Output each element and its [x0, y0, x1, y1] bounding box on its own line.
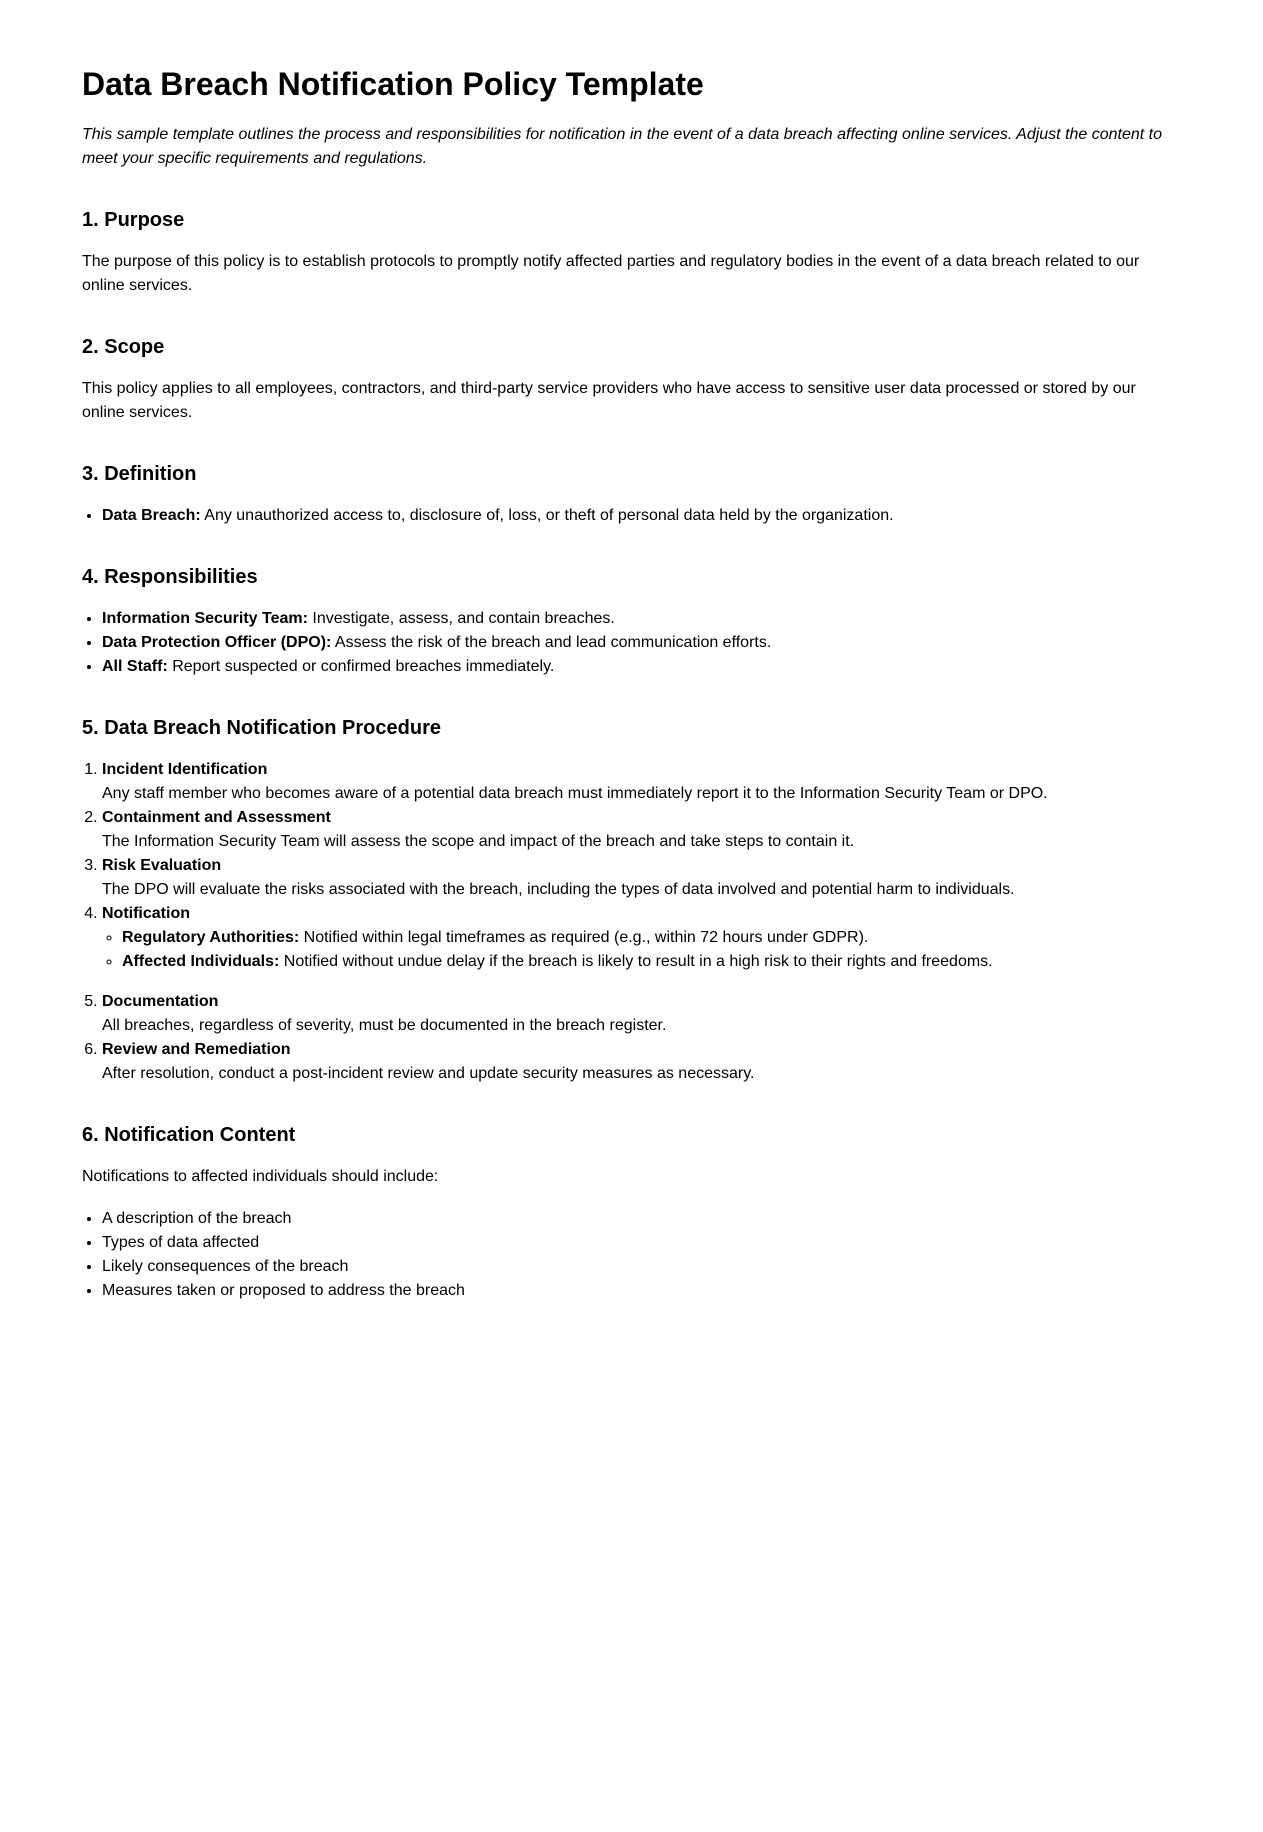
step-title: Review and Remediation — [102, 1041, 291, 1058]
list-item — [102, 504, 1181, 528]
step-item — [102, 990, 1181, 1038]
step-title: Notification — [102, 905, 190, 922]
section-procedure — [82, 716, 1181, 1086]
section-heading: 1. Purpose — [82, 209, 185, 231]
step-text: Any staff member who becomes aware of a potential data breach must immediately report it to the Information Security Team or DPO. — [102, 785, 1048, 802]
sublist-item — [122, 950, 1181, 974]
section-purpose — [82, 208, 1181, 298]
step-title: Incident Identification — [102, 761, 268, 778]
step-item — [102, 1038, 1181, 1086]
procedure-steps — [82, 758, 1181, 1086]
definition-list — [82, 504, 1181, 528]
step-text: The Information Security Team will assess the scope and impact of the breach and take steps to contain it. — [102, 833, 855, 850]
step-item — [102, 902, 1181, 974]
list-item: • Types of data affected — [102, 1231, 1181, 1255]
section-text: Notifications to affected individuals should include: — [82, 1168, 439, 1185]
recipient: Affected Individuals: — [122, 953, 280, 970]
section-heading: 2. Scope — [82, 336, 165, 358]
step-text: The DPO will evaluate the risks associated with the breach, including the types of data involved and potential harm to individuals. — [102, 881, 1015, 898]
sublist-item — [122, 926, 1181, 950]
step-title: Documentation — [102, 993, 219, 1010]
section-notification-content — [82, 1123, 1181, 1303]
term: Data Breach: — [102, 507, 201, 524]
recipient-text: Notified within legal timeframes as required (e.g., within 72 hours under GDPR). — [299, 929, 869, 946]
step-text: All breaches, regardless of severity, must be documented in the breach register. — [102, 1017, 667, 1034]
role-text: Assess the risk of the breach and lead communication efforts. — [331, 634, 772, 651]
section-heading: 3. Definition — [82, 463, 197, 485]
step-text: After resolution, conduct a post-incident review and update security measures as necessary. — [102, 1065, 755, 1082]
role: Data Protection Officer (DPO): — [102, 634, 332, 651]
section-heading: 5. Data Breach Notification Procedure — [82, 717, 441, 739]
list-item: • A description of the breach — [102, 1207, 1181, 1231]
role: Information Security Team: — [102, 610, 308, 627]
section-heading: 4. Responsibilities — [82, 566, 258, 588]
page-title: Data Breach Notification Policy Template — [82, 66, 704, 102]
role-text: Investigate, assess, and contain breaches. — [307, 610, 615, 627]
recipient-text: Notified without undue delay if the breach is likely to result in a high risk to their rights and freedoms. — [279, 953, 993, 970]
section-heading: 6. Notification Content — [82, 1124, 296, 1146]
list-item: • Measures taken or proposed to address the breach — [102, 1279, 1181, 1303]
definition-text: Any unauthorized access to, disclosure of, loss, or theft of personal data held by the organization. — [200, 507, 894, 524]
list-item: • Likely consequences of the breach — [102, 1255, 1181, 1279]
step-title: Risk Evaluation — [102, 857, 222, 874]
recipient: Regulatory Authorities: — [122, 929, 300, 946]
role-text: Report suspected or confirmed breaches immediately. — [167, 658, 555, 675]
content-list — [82, 1207, 1181, 1303]
responsibilities-list — [82, 607, 1181, 679]
section-text: The purpose of this policy is to establish protocols to promptly notify affected parties and regulatory bodies in the event of a data breach related to our online services. — [82, 253, 1140, 294]
notification-sublist — [102, 926, 1181, 974]
role: All Staff: — [102, 658, 168, 675]
section-definition — [82, 462, 1181, 528]
step-item — [102, 806, 1181, 854]
list-item — [102, 631, 1181, 655]
section-responsibilities — [82, 565, 1181, 679]
intro-text: This sample template outlines the process and responsibilities for notification in the event of a data breach affecting online services. Adjust the content to meet your specific requirements and regulations. — [82, 126, 1163, 167]
list-item — [102, 607, 1181, 631]
section-text: This policy applies to all employees, contractors, and third-party service providers who have access to sensitive user data processed or stored by our online services. — [82, 380, 1136, 421]
step-item — [102, 854, 1181, 902]
list-item — [102, 655, 1181, 679]
step-title: Containment and Assessment — [102, 809, 331, 826]
section-scope — [82, 335, 1181, 425]
step-item — [102, 758, 1181, 806]
